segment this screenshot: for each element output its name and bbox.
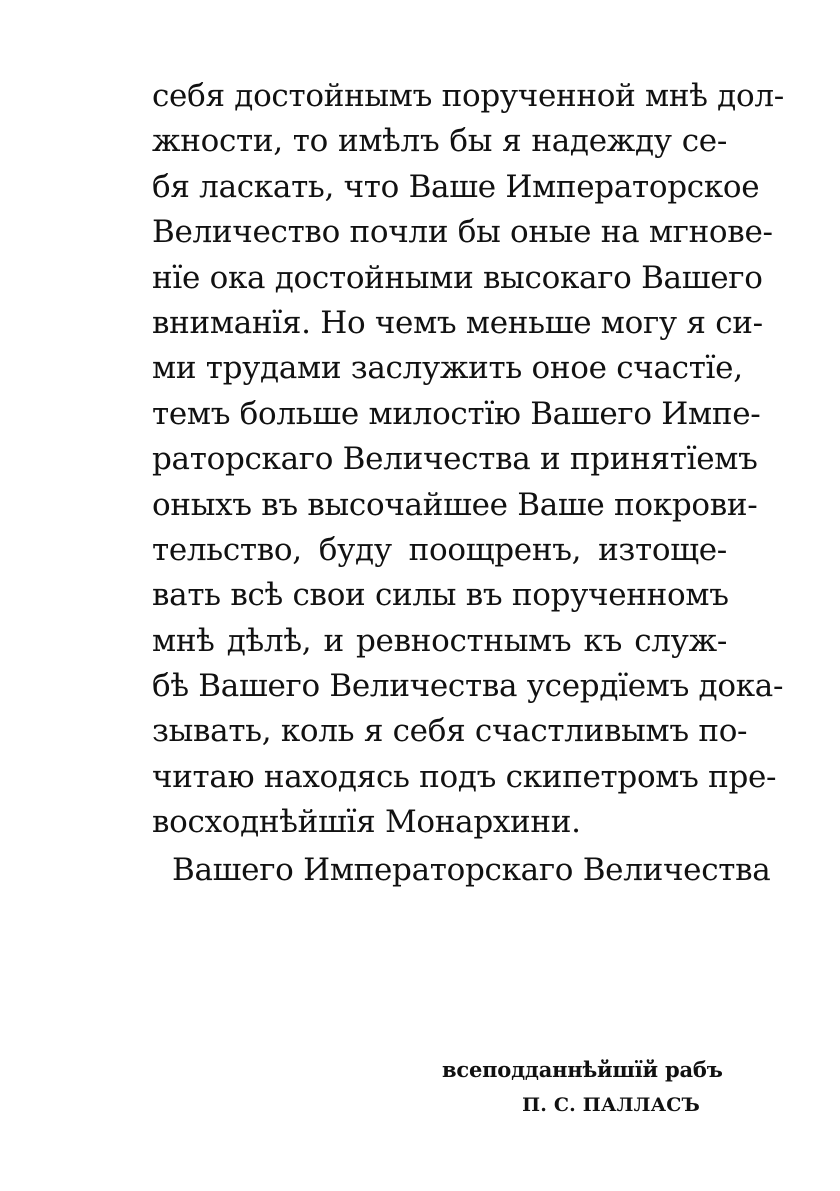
author-name: П. С. ПАЛЛАСЪ: [522, 1094, 700, 1116]
salutation: Вашего Императорскаго Величества: [172, 852, 771, 888]
text-line: жности, то имѣлъ бы я надежду се-: [152, 123, 727, 160]
signature-block: [442, 1053, 723, 1123]
text-line: вать всѣ свои силы въ порученномъ: [152, 577, 729, 614]
text-line: читаю находясь подъ скипетромъ пре-: [152, 758, 777, 795]
text-line: восходнѣйшїя Монархини.: [152, 804, 581, 841]
text-line: нїе ока достойными высокаго Вашего: [152, 259, 763, 296]
text-line: ми трудами заслужить оное счастїе,: [152, 350, 743, 387]
text-line: темъ больше милостїю Вашего Импе-: [152, 395, 761, 432]
text-line: бѣ Вашего Величества усердїемъ дока-: [152, 668, 784, 705]
text-line: вниманїя. Но чемъ меньше могу я си-: [152, 304, 763, 341]
closing-phrase: всеподданнѣйшїй рабъ: [442, 1057, 723, 1082]
letter-body: [152, 74, 784, 846]
text-line: Величество почли бы оные на мгнове-: [152, 214, 773, 251]
text-line: раторскаго Величества и принятїемъ: [152, 441, 758, 478]
text-line: зывать, коль я себя счастливымъ по-: [152, 713, 748, 750]
text-line: бя ласкать, что Ваше Императорское: [152, 168, 760, 205]
text-line: себя достойнымъ порученной мнѣ дол-: [152, 78, 784, 114]
text-line: тельство, буду поощренъ, изтоще-: [152, 531, 727, 568]
text-line: мнѣ дѣлѣ, и ревностнымъ къ служ-: [152, 622, 727, 659]
text-line: оныхъ въ высочайшее Ваше покрови-: [152, 486, 758, 523]
